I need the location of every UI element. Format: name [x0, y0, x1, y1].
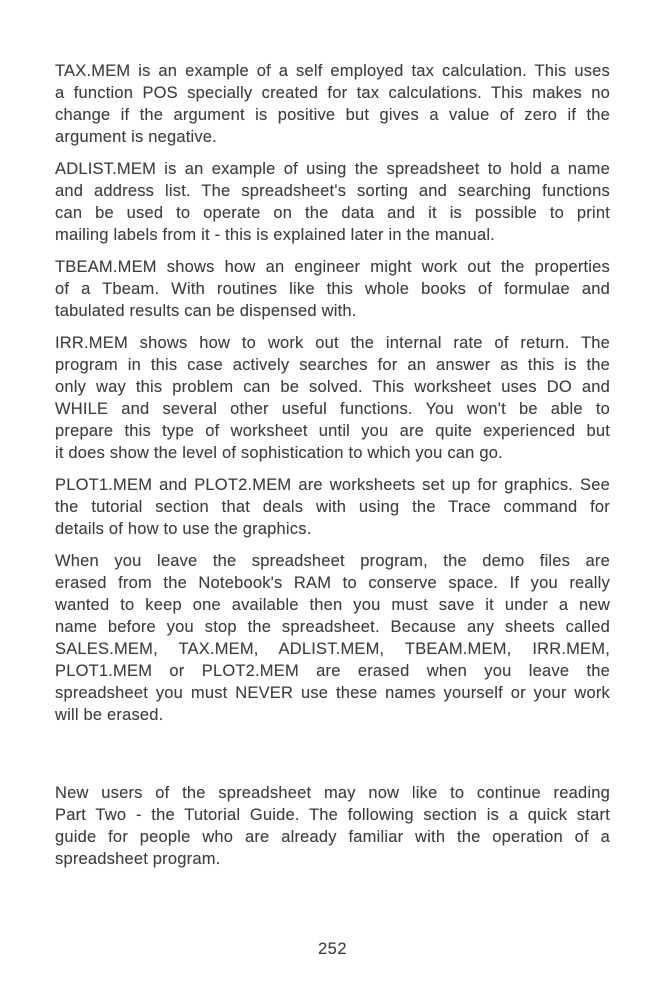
text-line: spreadsheet program. [55, 850, 221, 868]
text-line: name before you stop the spreadsheet. Because any sheets called [55, 618, 610, 636]
paragraph [55, 782, 610, 870]
text-line: erased from the Notebook's RAM to conserve space. If you really [55, 574, 610, 592]
text-line: IRR.MEM shows how to work out the internal rate of return. The [55, 334, 610, 352]
text-line: it does show the level of sophistication to which you can go. [55, 444, 503, 462]
body-text [55, 60, 610, 880]
paragraph [55, 550, 610, 726]
text-line: PLOT1.MEM or PLOT2.MEM are erased when you leave the [55, 662, 610, 680]
text-line: only way this problem can be solved. This worksheet uses DO and [55, 378, 610, 396]
text-line: TAX.MEM is an example of a self employed tax calculation. This uses [55, 62, 610, 80]
page-number: 252 [317, 940, 348, 958]
paragraph [55, 474, 610, 540]
text-line: tabulated results can be dispensed with. [55, 302, 357, 320]
text-line: ADLIST.MEM is an example of using the spreadsheet to hold a name [55, 160, 610, 178]
text-line: details of how to use the graphics. [55, 520, 312, 538]
text-line: will be erased. [55, 706, 164, 724]
text-line: the tutorial section that deals with using the Trace command for [55, 498, 610, 516]
text-line: When you leave the spreadsheet program, the demo files are [55, 552, 610, 570]
text-line: argument is negative. [55, 128, 217, 146]
text-line: SALES.MEM, TAX.MEM, ADLIST.MEM, TBEAM.MEM, IRR.MEM, [55, 640, 610, 658]
paragraph [55, 256, 610, 322]
text-line: prepare this type of worksheet until you are quite experienced but [55, 422, 610, 440]
text-line: mailing labels from it - this is explained later in the manual. [55, 226, 495, 244]
text-line: can be used to operate on the data and it is possible to print [55, 204, 610, 222]
paragraph [55, 332, 610, 464]
text-line: wanted to keep one available then you must save it under a new [55, 596, 610, 614]
text-line: PLOT1.MEM and PLOT2.MEM are worksheets set up for graphics. See [55, 476, 610, 494]
text-line: TBEAM.MEM shows how an engineer might work out the properties [55, 258, 610, 276]
paragraph [55, 60, 610, 148]
text-line: WHILE and several other useful functions. You won't be able to [55, 400, 610, 418]
text-line: New users of the spreadsheet may now like to continue reading [55, 784, 610, 802]
text-line: and address list. The spreadsheet's sorting and searching functions [55, 182, 610, 200]
text-line: guide for people who are already familiar with the operation of a [55, 828, 610, 846]
text-line: a function POS specially created for tax calculations. This makes no [55, 84, 610, 102]
text-line: change if the argument is positive but gives a value of zero if the [55, 106, 610, 124]
text-line: spreadsheet you must NEVER use these names yourself or your work [55, 684, 610, 702]
paragraph [55, 158, 610, 246]
text-line: program in this case actively searches for an answer as this is the [55, 356, 610, 374]
text-line: Part Two - the Tutorial Guide. The following section is a quick start [55, 806, 610, 824]
text-line: of a Tbeam. With routines like this whole books of formulae and [55, 280, 610, 298]
